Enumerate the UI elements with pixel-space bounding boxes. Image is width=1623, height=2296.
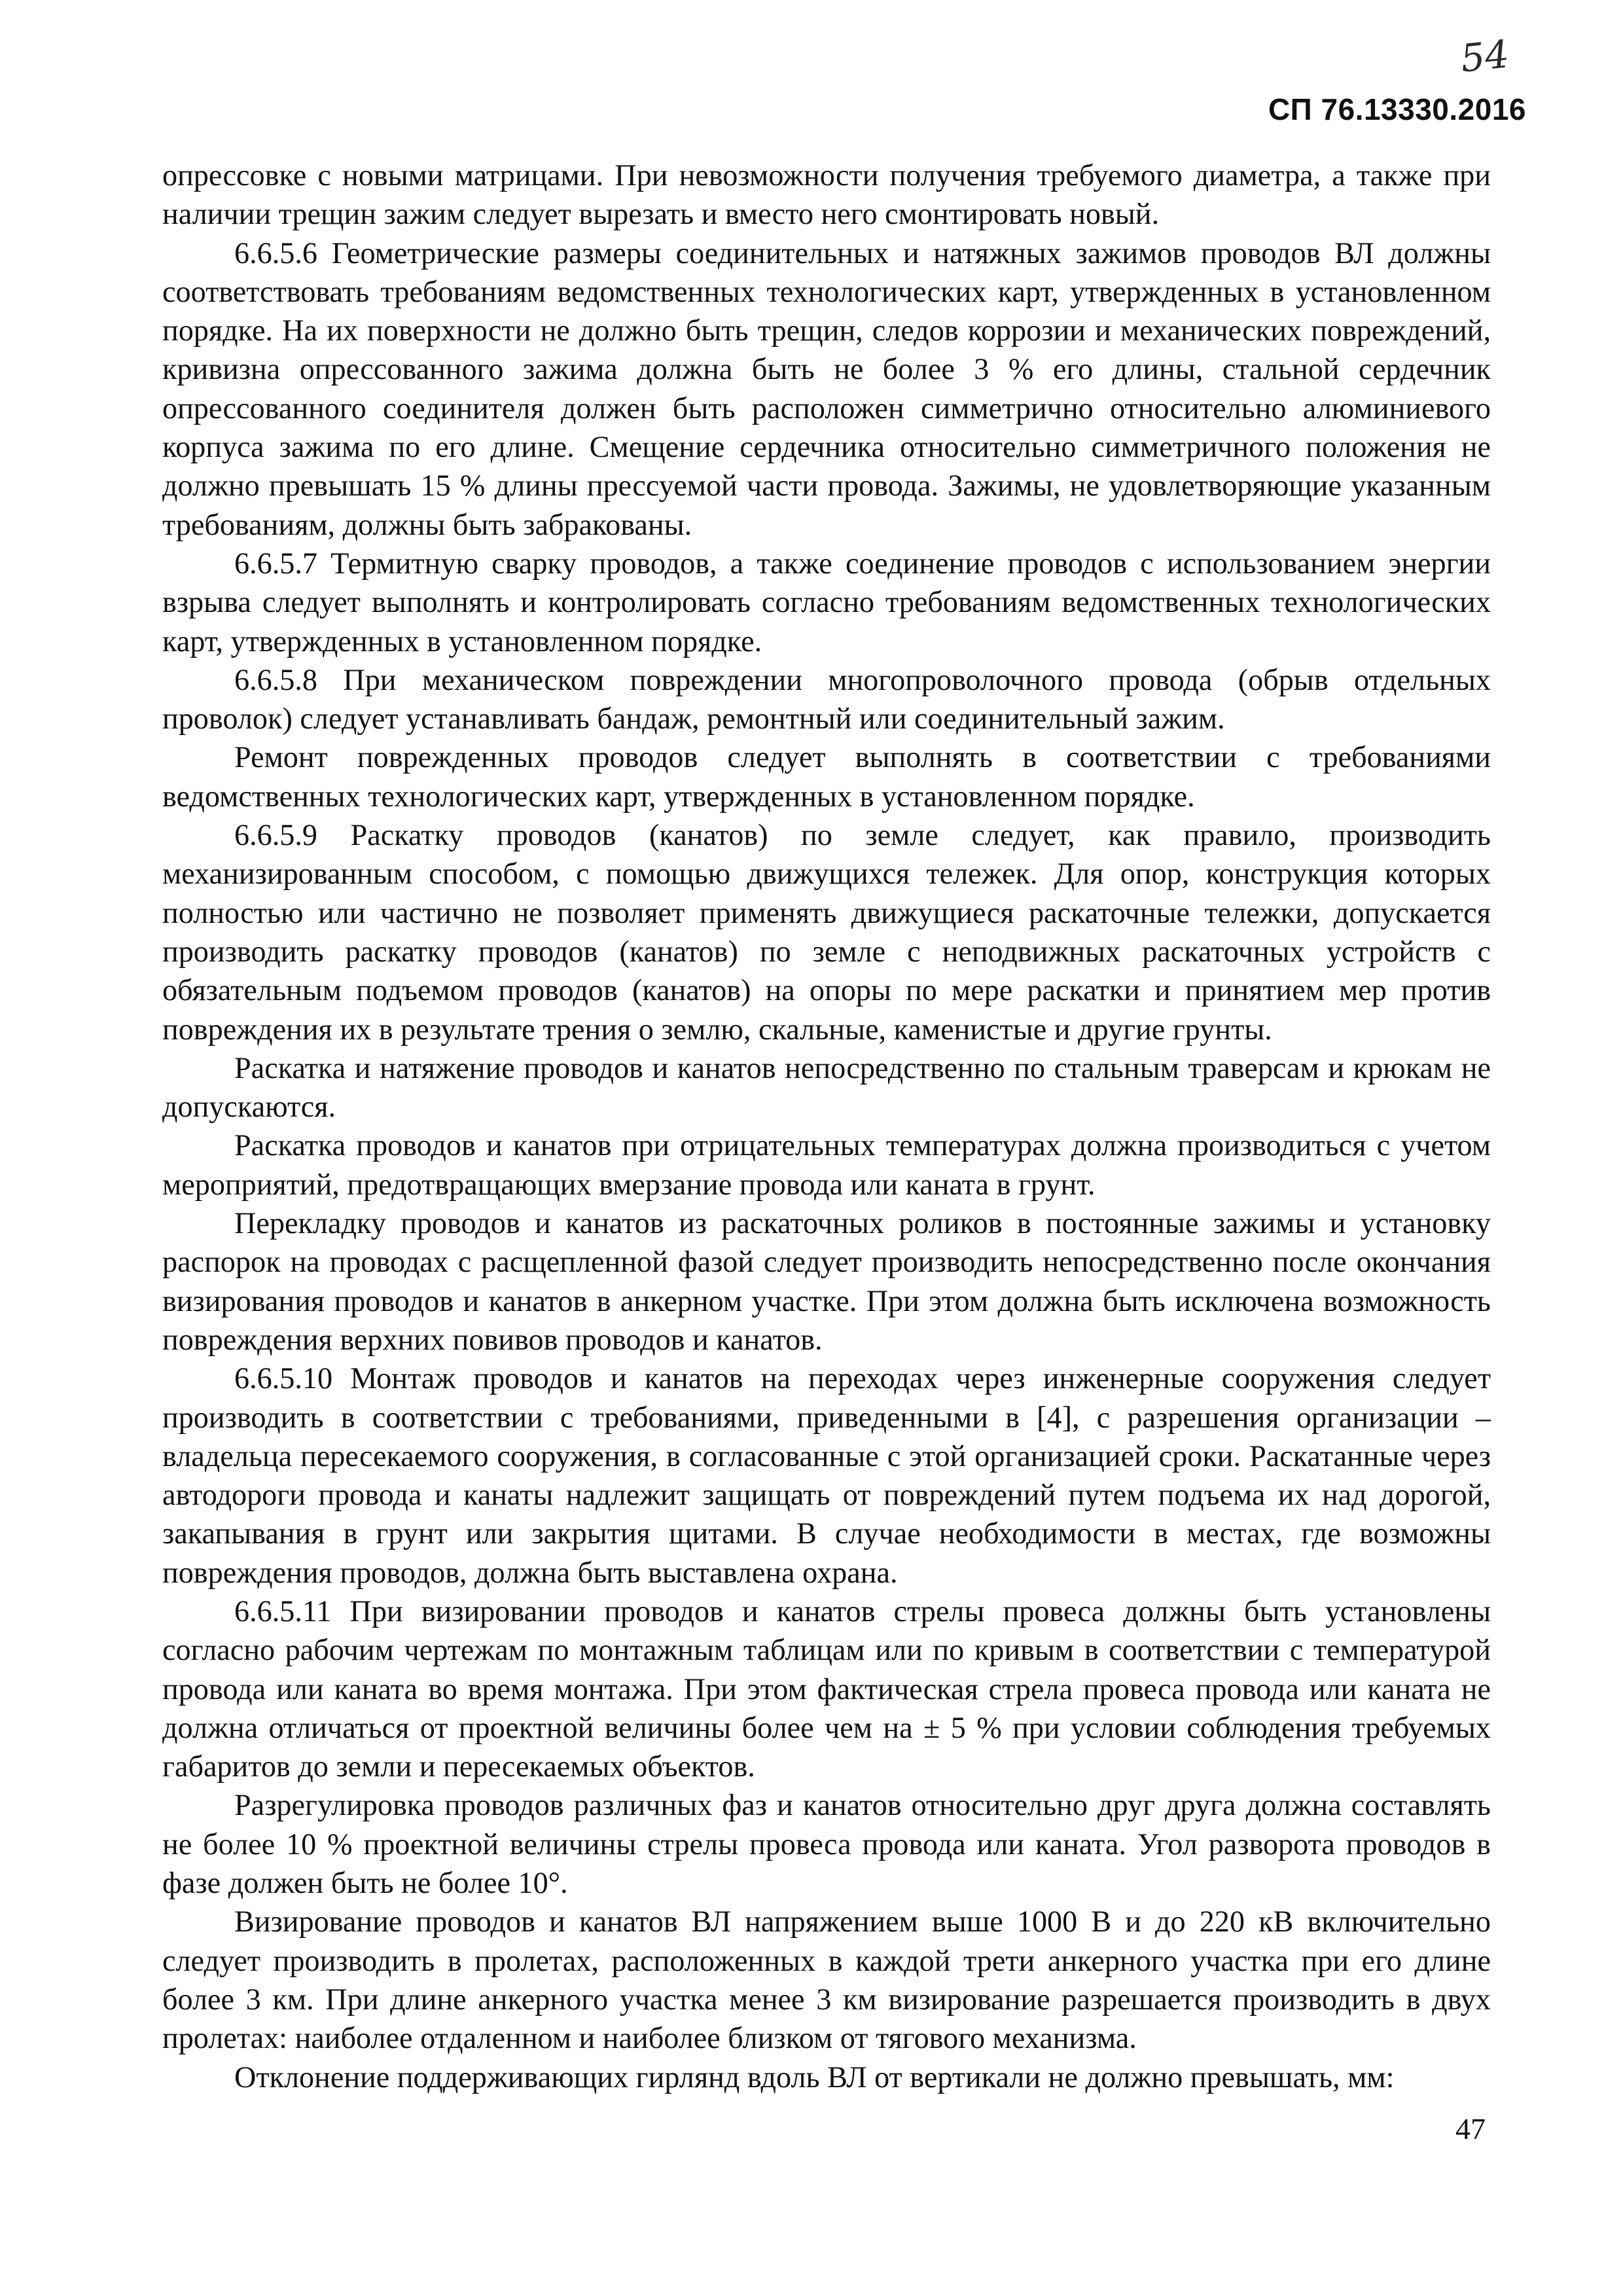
- paragraph-6-6-5-8: 6.6.5.8 При механическом повреждении многопроволочного провода (обрыв отдельных проволок) следует устанавливать бандаж, ремонтный или соединительный зажим.: [162, 662, 1491, 736]
- paragraph-negative-temp: Раскатка проводов и канатов при отрицательных температурах должна производиться с учетом мероприятий, предотвращающих вмерзание провода или каната в грунт.: [162, 1128, 1491, 1201]
- document-code: СП 76.13330.2016: [1268, 92, 1526, 126]
- paragraph-traverse: Раскатка и натяжение проводов и канатов непосредственно по стальным траверсам и крюкам не допускаются.: [162, 1050, 1491, 1124]
- body-text: [162, 156, 1491, 2096]
- paragraph-6-6-5-6: 6.6.5.6 Геометрические размеры соединительных и натяжных зажимов проводов ВЛ должны соответствовать требованиям ведомственных технологических карт, утвержденных в установленном порядке. На их поверхности не должно быть трещин, следов коррозии и механических повреждений, кривизна опрессованного зажима должна быть не более 3 % его длины, стальной сердечник опрессованного соединителя должен быть расположен симметрично относительно алюминиевого корпуса зажима по его длине. Смещение сердечника относительно симметричного положения не должно превышать 15 % длины прессуемой части провода. Зажимы, не удовлетворяющие указанным требованиям, должны быть забракованы.: [162, 236, 1491, 541]
- paragraph-repair: Ремонт поврежденных проводов следует выполнять в соответствии с требованиями ведомственных технологических карт, утвержденных в установленном порядке.: [162, 740, 1491, 813]
- paragraph-6-6-5-11: 6.6.5.11 При визировании проводов и канатов стрелы провеса должны быть установлены согласно рабочим чертежам по монтажным таблицам или по кривым в соответствии с температурой провода или каната во время монтажа. При этом фактическая стрела провеса провода или каната не должна отличаться от проектной величины более чем на ± 5 % при условии соблюдения требуемых габаритов до земли и пересекаемых объектов.: [162, 1594, 1491, 1784]
- handwritten-page-number: 54: [1458, 31, 1512, 81]
- paragraph-sighting: Визирование проводов и канатов ВЛ напряжением выше 1000 В и до 220 кВ включительно следует производить в пролетах, расположенных в каждой трети анкерного участка при его длине более 3 км. При длине анкерного участка менее 3 км визирование разрешается производить в двух пролетах: наиболее отдаленном и наиболее близком от тягового механизма.: [162, 1905, 1491, 2055]
- page-number: 47: [1455, 2112, 1486, 2145]
- paragraph-6-6-5-9: 6.6.5.9 Раскатку проводов (канатов) по земле следует, как правило, производить механизированным способом, с помощью движущихся тележек. Для опор, конструкция которых полностью или частично не позволяет применять движущиеся раскаточные тележки, допускается производить раскатку проводов (канатов) по земле с неподвижных раскаточных устройств с обязательным подъемом проводов (канатов) на опоры по мере раскатки и принятием мер против повреждения их в результате трения о землю, скальные, каменистые и другие грунты.: [162, 818, 1491, 1046]
- paragraph-transfer: Перекладку проводов и канатов из раскаточных роликов в постоянные зажимы и установку распорок на проводах с расщепленной фазой следует производить непосредственно после окончания визирования проводов и канатов в анкерном участке. При этом должна быть исключена возможность повреждения верхних повивов проводов и канатов.: [162, 1206, 1491, 1356]
- paragraph-misalignment: Разрегулировка проводов различных фаз и канатов относительно друг друга должна составлять не более 10 % проектной величины стрелы провеса провода или каната. Угол разворота проводов в фазе должен быть не более 10°.: [162, 1788, 1491, 1900]
- paragraph-deviation: Отклонение поддерживающих гирлянд вдоль ВЛ от вертикали не должно превышать, мм:: [234, 2060, 1395, 2094]
- paragraph-6-6-5-10: 6.6.5.10 Монтаж проводов и канатов на переходах через инженерные сооружения следует производить в соответствии с требованиями, приведенными в [4], с разрешения организации – владельца пересекаемого сооружения, в согласованные с этой организацией сроки. Раскатанные через автодороги провода и канаты надлежит защищать от повреждений путем подъема их над дорогой, закапывания в грунт или закрытия щитами. В случае необходимости в местах, где возможны повреждения проводов, должна быть выставлена охрана.: [162, 1361, 1491, 1589]
- paragraph-continuation: опрессовке с новыми матрицами. При невозможности получения требуемого диаметра, а также при наличии трещин зажим следует вырезать и вместо него смонтировать новый.: [162, 158, 1491, 231]
- paragraph-6-6-5-7: 6.6.5.7 Термитную сварку проводов, а также соединение проводов с использованием энергии взрыва следует выполнять и контролировать согласно требованиям ведомственных технологических карт, утвержденных в установленном порядке.: [162, 546, 1491, 658]
